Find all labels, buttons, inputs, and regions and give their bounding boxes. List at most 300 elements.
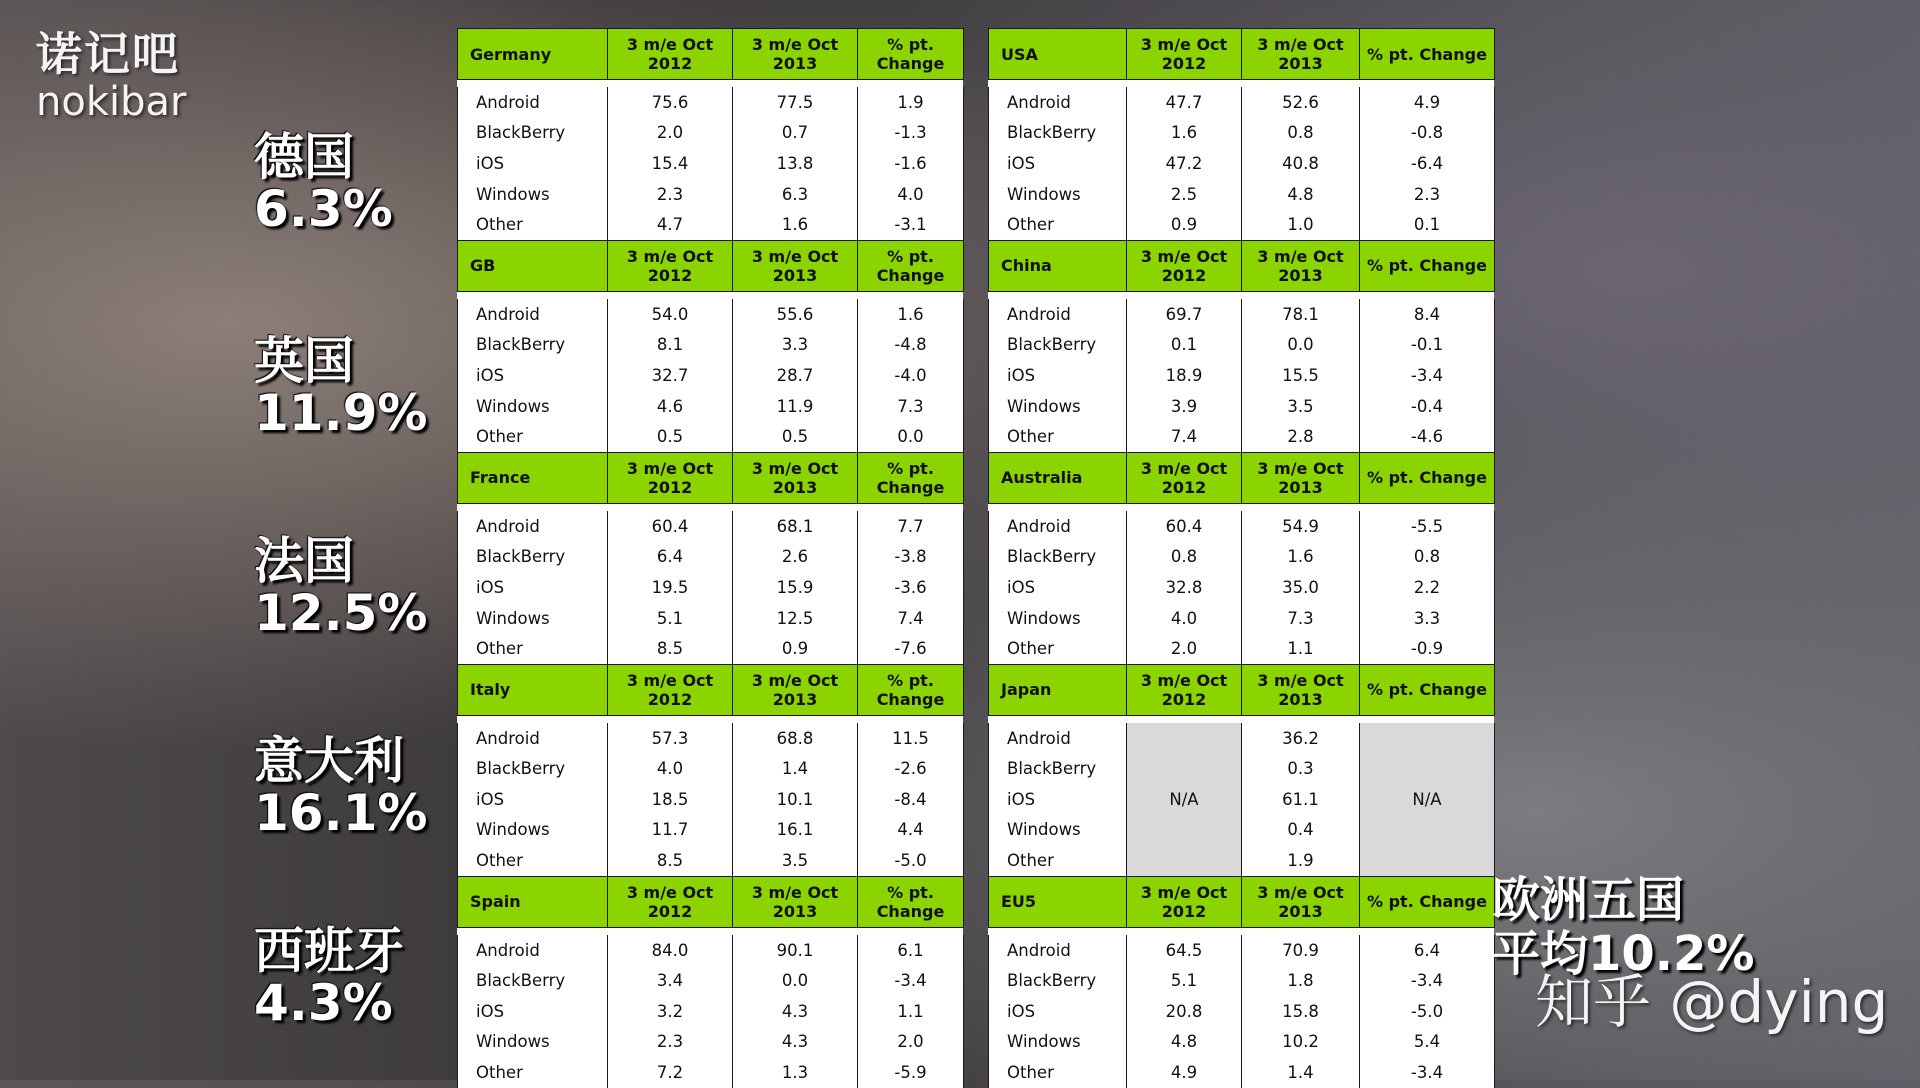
os-name: iOS [458,360,608,391]
table-row [458,360,964,391]
value-2012: 18.9 [1127,360,1242,391]
os-name: iOS [458,996,608,1027]
spacer-cell [1127,503,1242,511]
value-2012: 2.0 [608,118,733,149]
value-2012: 0.8 [1127,542,1242,573]
os-name: Other [989,421,1127,452]
value-2013: 3.5 [733,845,858,876]
table-header-row [458,664,964,715]
value-2012: 32.7 [608,360,733,391]
table-row [458,148,964,179]
table-row [989,1057,1495,1088]
value-2012: 15.4 [608,148,733,179]
stat-value: 11.9% [254,384,428,442]
pt-change-value: 2.3 [1360,179,1495,210]
value-2013: 15.9 [733,572,858,603]
os-name: Android [458,87,608,118]
value-2012: 32.8 [1127,572,1242,603]
table-header-row [458,29,964,80]
stat-value: 16.1% [254,784,428,842]
pt-change-value: -4.0 [858,360,964,391]
header-pt-change: % pt. Change [1360,876,1495,927]
pt-change-value: -0.4 [1360,391,1495,422]
value-2012: 4.7 [608,209,733,240]
value-2013: 1.8 [1242,965,1360,996]
spacer-cell [989,291,1127,299]
spacer-cell [608,715,733,723]
os-name: BlackBerry [458,965,608,996]
value-2013: 40.8 [1242,148,1360,179]
os-name: Android [989,511,1127,542]
table-row [989,935,1495,966]
header-period-2013: 3 m/e Oct 2013 [1242,240,1360,291]
table-row [989,118,1495,149]
table-row [458,1027,964,1058]
header-period-2013: 3 m/e Oct 2013 [1242,452,1360,503]
os-name: Android [458,723,608,754]
spacer-cell [733,80,858,88]
value-2012: 3.9 [1127,391,1242,422]
pt-change-value: 1.6 [858,299,964,330]
value-2012: 2.3 [608,179,733,210]
pt-change-value: 7.4 [858,603,964,634]
value-2012: 0.1 [1127,330,1242,361]
header-period-2012: 3 m/e Oct 2012 [608,876,733,927]
value-2013: 12.5 [733,603,858,634]
spacer-cell [458,715,608,723]
value-2013: 4.3 [733,1027,858,1058]
spacer-cell [1242,927,1360,935]
table-row [989,360,1495,391]
os-name: BlackBerry [458,118,608,149]
table-row [989,996,1495,1027]
value-2012: 11.7 [608,815,733,846]
spacer-cell [1127,715,1242,723]
table-spacer-row [458,715,964,723]
table-row [458,209,964,240]
table-row [458,87,964,118]
table-row [989,542,1495,573]
spacer-cell [989,503,1127,511]
table-row [458,845,964,876]
os-name: BlackBerry [989,754,1127,785]
spacer-cell [858,80,964,88]
table-header-row [989,240,1495,291]
spacer-cell [1127,927,1242,935]
os-name: Other [458,1057,608,1088]
value-2013: 16.1 [733,815,858,846]
value-2012: 5.1 [608,603,733,634]
spacer-cell [1360,715,1495,723]
eu5-label: 欧洲五国 [1492,872,1685,928]
table-row [458,996,964,1027]
os-name: iOS [458,784,608,815]
header-pt-change: % pt. Change [1360,29,1495,80]
table-row [458,299,964,330]
os-name: Windows [458,391,608,422]
value-2013: 1.3 [733,1057,858,1088]
pt-change-value: 1.9 [858,87,964,118]
os-name: Android [458,511,608,542]
table-header-row [989,29,1495,80]
header-period-2012: 3 m/e Oct 2012 [608,452,733,503]
value-2012: 75.6 [608,87,733,118]
header-pt-change: % pt. Change [858,664,964,715]
os-name: iOS [458,148,608,179]
header-period-2012: 3 m/e Oct 2012 [1127,240,1242,291]
table-row [458,421,964,452]
stat-italy [254,732,428,842]
country-name: Japan [989,664,1127,715]
pt-change-value: 7.7 [858,511,964,542]
table-row [989,391,1495,422]
table-spacer-row [989,503,1495,511]
logo-english-text: nokibar [36,79,187,125]
spacer-cell [458,927,608,935]
header-period-2013: 3 m/e Oct 2013 [733,452,858,503]
value-2013: 1.4 [733,754,858,785]
value-2013: 0.3 [1242,754,1360,785]
value-2013: 0.5 [733,421,858,452]
country-name: GB [458,240,608,291]
header-period-2012: 3 m/e Oct 2012 [1127,29,1242,80]
value-2013: 15.5 [1242,360,1360,391]
value-2012: 4.0 [1127,603,1242,634]
stat-value: 6.3% [254,180,393,238]
value-2013: 2.8 [1242,421,1360,452]
stat-label: 英国 [254,332,354,390]
pt-change-value: -5.9 [858,1057,964,1088]
os-name: Windows [989,391,1127,422]
os-name: Android [458,935,608,966]
pt-change-value: 6.4 [1360,935,1495,966]
table-row [458,391,964,422]
os-name: BlackBerry [989,965,1127,996]
os-name: Android [989,87,1127,118]
os-name: Other [989,845,1127,876]
pt-change-value: -4.6 [1360,421,1495,452]
spacer-cell [1127,80,1242,88]
table-header-row [989,664,1495,715]
table-row [458,633,964,664]
spacer-cell [608,503,733,511]
table-row [989,87,1495,118]
value-2013: 0.0 [733,965,858,996]
pt-change-value: 0.0 [858,421,964,452]
country-name: USA [989,29,1127,80]
pt-change-value: -4.8 [858,330,964,361]
table-spacer-row [458,503,964,511]
header-period-2012: 3 m/e Oct 2012 [1127,664,1242,715]
stat-label: 法国 [254,532,354,590]
stat-germany [254,128,393,238]
table-spacer-row [458,291,964,299]
value-2013: 68.8 [733,723,858,754]
os-name: Windows [989,1027,1127,1058]
pt-change-value: -3.4 [1360,965,1495,996]
value-2013: 90.1 [733,935,858,966]
pt-change-value: -0.9 [1360,633,1495,664]
value-2012: 57.3 [608,723,733,754]
pt-change-value: -1.3 [858,118,964,149]
value-2013: 1.4 [1242,1057,1360,1088]
value-2013: 11.9 [733,391,858,422]
table-spacer-row [989,291,1495,299]
value-2012: 4.6 [608,391,733,422]
spacer-cell [858,715,964,723]
value-2013: 55.6 [733,299,858,330]
value-2013: 0.0 [1242,330,1360,361]
value-2012: 69.7 [1127,299,1242,330]
value-2012: 0.9 [1127,209,1242,240]
table-row [458,1057,964,1088]
value-2013: 1.0 [1242,209,1360,240]
pt-change-value: -5.0 [858,845,964,876]
value-2012: 7.4 [1127,421,1242,452]
header-period-2013: 3 m/e Oct 2013 [733,29,858,80]
value-2013: 3.5 [1242,391,1360,422]
spacer-cell [733,291,858,299]
header-period-2013: 3 m/e Oct 2013 [1242,29,1360,80]
value-2013: 0.9 [733,633,858,664]
spacer-cell [608,927,733,935]
table-row [989,179,1495,210]
header-pt-change: % pt. Change [858,240,964,291]
value-2012: 64.5 [1127,935,1242,966]
right-tables-column [988,28,1494,1088]
value-2012: 6.4 [608,542,733,573]
table-row [989,633,1495,664]
os-name: Other [989,633,1127,664]
stat-label: 德国 [254,128,354,186]
value-2013: 28.7 [733,360,858,391]
value-2012: 1.6 [1127,118,1242,149]
right-data-table [988,28,1495,1088]
spacer-cell [1242,80,1360,88]
pt-change-value: 5.4 [1360,1027,1495,1058]
table-header-row [458,240,964,291]
country-name: EU5 [989,876,1127,927]
spacer-cell [733,503,858,511]
value-2013: 4.8 [1242,179,1360,210]
value-2012: 47.2 [1127,148,1242,179]
os-name: Windows [458,603,608,634]
value-2013: 0.8 [1242,118,1360,149]
table-row [458,542,964,573]
pt-change-value: 4.4 [858,815,964,846]
value-2012: 18.5 [608,784,733,815]
stat-gb [254,332,428,442]
os-name: Windows [458,179,608,210]
value-2012: 4.0 [608,754,733,785]
header-period-2012: 3 m/e Oct 2012 [608,29,733,80]
value-2013: 4.3 [733,996,858,1027]
pt-change-value: 0.8 [1360,542,1495,573]
value-2013: 61.1 [1242,784,1360,815]
pt-change-value: 1.1 [858,996,964,1027]
nokibar-logo [36,28,186,124]
table-row [458,935,964,966]
os-name: Windows [458,1027,608,1058]
table-row [989,421,1495,452]
value-2013: 0.7 [733,118,858,149]
os-name: Other [458,421,608,452]
os-name: Android [458,299,608,330]
os-name: BlackBerry [458,330,608,361]
os-name: Other [458,845,608,876]
table-row [458,572,964,603]
left-data-table [457,28,964,1088]
spacer-cell [1360,291,1495,299]
stat-label: 西班牙 [254,922,404,980]
stat-spain [254,922,404,1032]
os-name: Other [989,1057,1127,1088]
spacer-cell [1360,503,1495,511]
value-2013: 6.3 [733,179,858,210]
value-2012: 8.1 [608,330,733,361]
table-header-row [458,876,964,927]
spacer-cell [458,291,608,299]
value-2013: 78.1 [1242,299,1360,330]
country-name: Germany [458,29,608,80]
os-name: BlackBerry [989,330,1127,361]
pt-change-value: 7.3 [858,391,964,422]
table-header-row [989,452,1495,503]
table-row [989,148,1495,179]
pt-change-value: -7.6 [858,633,964,664]
os-name: Other [458,209,608,240]
spacer-cell [733,715,858,723]
value-2012: 8.5 [608,845,733,876]
value-2013: 7.3 [1242,603,1360,634]
table-row [989,209,1495,240]
header-pt-change: % pt. Change [1360,452,1495,503]
table-row [989,1027,1495,1058]
zhihu-watermark: 知乎 @dying [1535,968,1889,1036]
not-available-cell: N/A [1127,723,1242,876]
value-2012: 4.8 [1127,1027,1242,1058]
value-2013: 1.6 [733,209,858,240]
value-2012: 8.5 [608,633,733,664]
pt-change-value: -3.4 [858,965,964,996]
spacer-cell [989,927,1127,935]
os-name: iOS [989,572,1127,603]
value-2012: 60.4 [1127,511,1242,542]
table-row [458,815,964,846]
pt-change-value: 4.0 [858,179,964,210]
country-name: Italy [458,664,608,715]
pt-change-value: -0.1 [1360,330,1495,361]
os-name: Android [989,299,1127,330]
table-row [458,330,964,361]
pt-change-value: -0.8 [1360,118,1495,149]
header-pt-change: % pt. Change [1360,664,1495,715]
value-2013: 35.0 [1242,572,1360,603]
pt-change-value: -3.4 [1360,360,1495,391]
country-name: China [989,240,1127,291]
header-period-2013: 3 m/e Oct 2013 [733,876,858,927]
value-2012: 2.5 [1127,179,1242,210]
header-pt-change: % pt. Change [858,29,964,80]
table-header-row [989,876,1495,927]
value-2012: 84.0 [608,935,733,966]
header-period-2013: 3 m/e Oct 2013 [733,664,858,715]
table-row [458,179,964,210]
spacer-cell [1360,927,1495,935]
os-name: iOS [989,360,1127,391]
value-2013: 0.4 [1242,815,1360,846]
stat-value: 4.3% [254,974,393,1032]
table-row [458,603,964,634]
country-name: Australia [989,452,1127,503]
spacer-cell [1127,291,1242,299]
os-name: Windows [989,815,1127,846]
header-pt-change: % pt. Change [1360,240,1495,291]
country-name: Spain [458,876,608,927]
os-name: iOS [458,572,608,603]
pt-change-value: 4.9 [1360,87,1495,118]
stat-france [254,532,428,642]
header-period-2012: 3 m/e Oct 2012 [1127,876,1242,927]
eu5-value: 平均10.2% [1492,926,1755,982]
value-2012: 47.7 [1127,87,1242,118]
pt-change-value: 2.2 [1360,572,1495,603]
header-period-2012: 3 m/e Oct 2012 [608,240,733,291]
value-2012: 19.5 [608,572,733,603]
table-row [989,603,1495,634]
os-name: Windows [989,603,1127,634]
header-period-2012: 3 m/e Oct 2012 [1127,452,1242,503]
os-name: iOS [989,784,1127,815]
value-2012: 54.0 [608,299,733,330]
header-period-2013: 3 m/e Oct 2013 [1242,876,1360,927]
value-2012: 4.9 [1127,1057,1242,1088]
table-row [458,511,964,542]
header-period-2013: 3 m/e Oct 2013 [1242,664,1360,715]
spacer-cell [1242,503,1360,511]
os-name: iOS [989,148,1127,179]
table-row [989,299,1495,330]
country-name: France [458,452,608,503]
value-2013: 68.1 [733,511,858,542]
spacer-cell [858,291,964,299]
table-row [458,118,964,149]
table-row [989,723,1495,754]
spacer-cell [458,503,608,511]
table-row [458,723,964,754]
pt-change-value: 3.3 [1360,603,1495,634]
value-2012: 2.0 [1127,633,1242,664]
header-period-2013: 3 m/e Oct 2013 [733,240,858,291]
value-2013: 10.2 [1242,1027,1360,1058]
pt-change-value: -5.0 [1360,996,1495,1027]
table-row [458,784,964,815]
spacer-cell [608,291,733,299]
spacer-cell [858,503,964,511]
pt-change-value: 6.1 [858,935,964,966]
pt-change-value: 0.1 [1360,209,1495,240]
os-name: BlackBerry [989,542,1127,573]
table-row [989,965,1495,996]
value-2013: 54.9 [1242,511,1360,542]
value-2012: 5.1 [1127,965,1242,996]
spacer-cell [1360,80,1495,88]
spacer-cell [858,927,964,935]
value-2012: 20.8 [1127,996,1242,1027]
stat-value: 12.5% [254,584,428,642]
os-name: BlackBerry [458,542,608,573]
value-2013: 77.5 [733,87,858,118]
